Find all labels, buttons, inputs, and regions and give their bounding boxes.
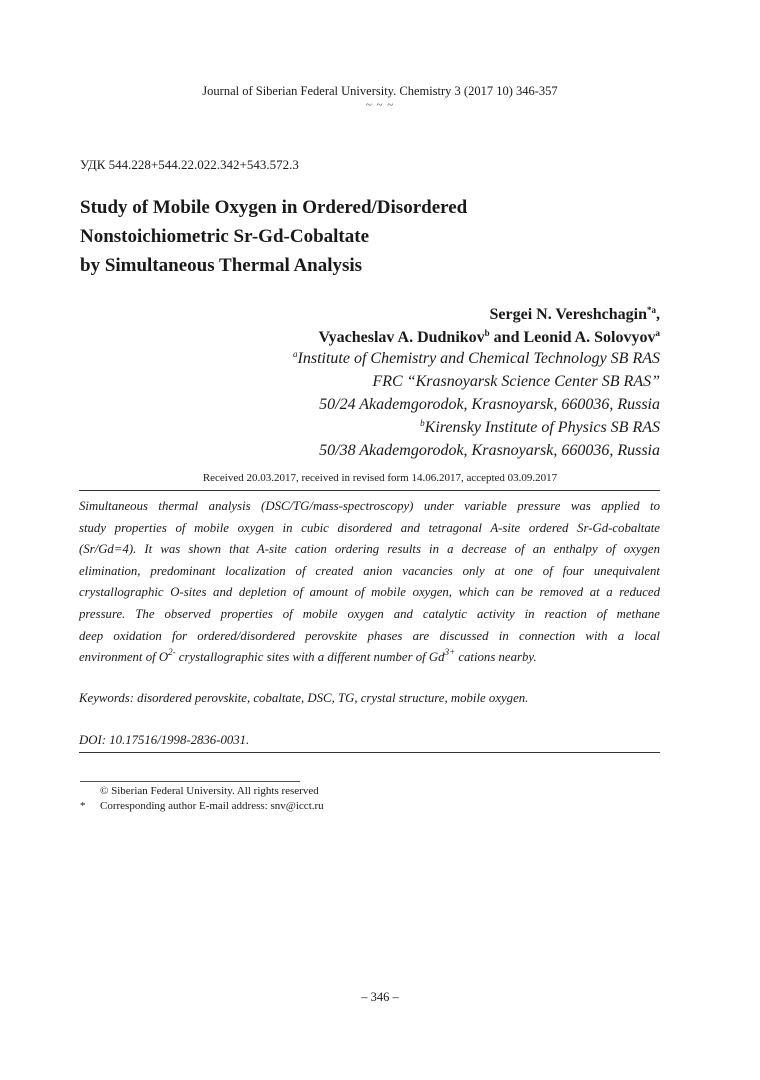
- abstract-line: deep oxidation for ordered/disordered perovskite phases are discussed in connection with a local: [79, 628, 660, 643]
- abstract-line: crystallographic O-sites and depletion of amount of mobile oxygen, which can be removed at a reduced: [79, 585, 660, 600]
- copyright-note: © Siberian Federal University. All rights reserved: [100, 785, 319, 797]
- abstract-text: cations nearby.: [455, 650, 537, 665]
- abstract-line: study properties of mobile oxygen in cubic disordered and tetragonal A-site ordered Sr-Gd-cobaltate: [79, 520, 660, 535]
- affiliation-line: 50/24 Akademgorodok, Krasnoyarsk, 660036, Russia: [319, 396, 660, 413]
- title-line: Nonstoichiometric Sr-Gd-Cobaltate: [80, 226, 369, 247]
- abstract-bottom-rule: [79, 752, 660, 753]
- abstract-line: Simultaneous thermal analysis (DSC/TG/mass-spectroscopy) under variable pressure was applied to: [79, 499, 660, 513]
- received-dates: Received 20.03.2017, received in revised form 14.06.2017, accepted 03.09.2017: [202, 472, 558, 484]
- abstract-text: environment of O: [79, 650, 169, 665]
- author-superscript: a: [655, 328, 660, 338]
- journal-header: Journal of Siberian Federal University. Chemistry 3 (2017 10) 346-357: [202, 84, 558, 98]
- author-name: Vyacheslav A. Dudnikov: [318, 329, 485, 346]
- abstract-line: [79, 647, 660, 669]
- author-name: Sergei N. Vereshchagin: [489, 306, 647, 323]
- footnote-rule: [80, 781, 300, 782]
- author-separator: ,: [656, 306, 660, 323]
- affiliation-line: 50/38 Akademgorodok, Krasnoyarsk, 660036, Russia: [319, 442, 660, 459]
- affiliation-line: [293, 416, 660, 439]
- author-superscript: b: [484, 328, 490, 338]
- title-line: Study of Mobile Oxygen in Ordered/Disordered: [80, 197, 468, 218]
- footnote-marker: *: [80, 800, 86, 812]
- affiliation-text: Institute of Chemistry and Chemical Technology SB RAS: [297, 350, 660, 367]
- affiliations: [293, 347, 660, 462]
- author-name: Leonid A. Solovyov: [523, 329, 656, 346]
- udc-code: УДК 544.228+544.22.022.342+543.572.3: [80, 157, 299, 172]
- keywords: Keywords: disordered perovskite, cobaltate, DSC, TG, crystal structure, mobile oxygen.: [79, 691, 529, 705]
- affiliation-line: [293, 347, 660, 370]
- author-line: [319, 326, 660, 349]
- affiliation-line: FRC “Krasnoyarsk Science Center SB RAS”: [372, 373, 660, 390]
- abstract-superscript: 3+: [444, 647, 456, 658]
- author-line: [319, 303, 660, 326]
- corresponding-author-note: [80, 800, 324, 812]
- doi-link[interactable]: DOI: 10.17516/1998-2836-0031.: [79, 733, 250, 747]
- header-ornament: ~ ~ ~: [365, 99, 395, 111]
- affiliation-superscript: a: [293, 349, 298, 359]
- abstract-line: elimination, predominant localization of created anion vacancies only at one of four unequivalent: [79, 563, 660, 578]
- abstract-line: pressure. The observed properties of mobile oxygen and catalytic activity in reaction of methane: [79, 606, 660, 621]
- corresponding-author-text[interactable]: Corresponding author E-mail address: snv@icct.ru: [100, 800, 324, 812]
- page-number: – 346 –: [361, 990, 399, 1004]
- author-list: [319, 303, 660, 349]
- affiliation-text: Kirensky Institute of Physics SB RAS: [424, 419, 660, 436]
- author-separator: and: [489, 329, 524, 346]
- abstract-top-rule: [79, 490, 660, 491]
- affiliation-superscript: b: [420, 418, 425, 428]
- abstract: [79, 496, 660, 669]
- author-superscript: *a: [647, 305, 656, 315]
- title-line: by Simultaneous Thermal Analysis: [80, 255, 363, 276]
- abstract-text: crystallographic sites with a different number of Gd: [175, 650, 445, 665]
- abstract-line: (Sr/Gd=4). It was shown that A-site cation ordering results in a decrease of an enthalpy of oxygen: [79, 542, 660, 557]
- abstract-superscript: 2-: [168, 647, 176, 658]
- article-title: [80, 193, 680, 280]
